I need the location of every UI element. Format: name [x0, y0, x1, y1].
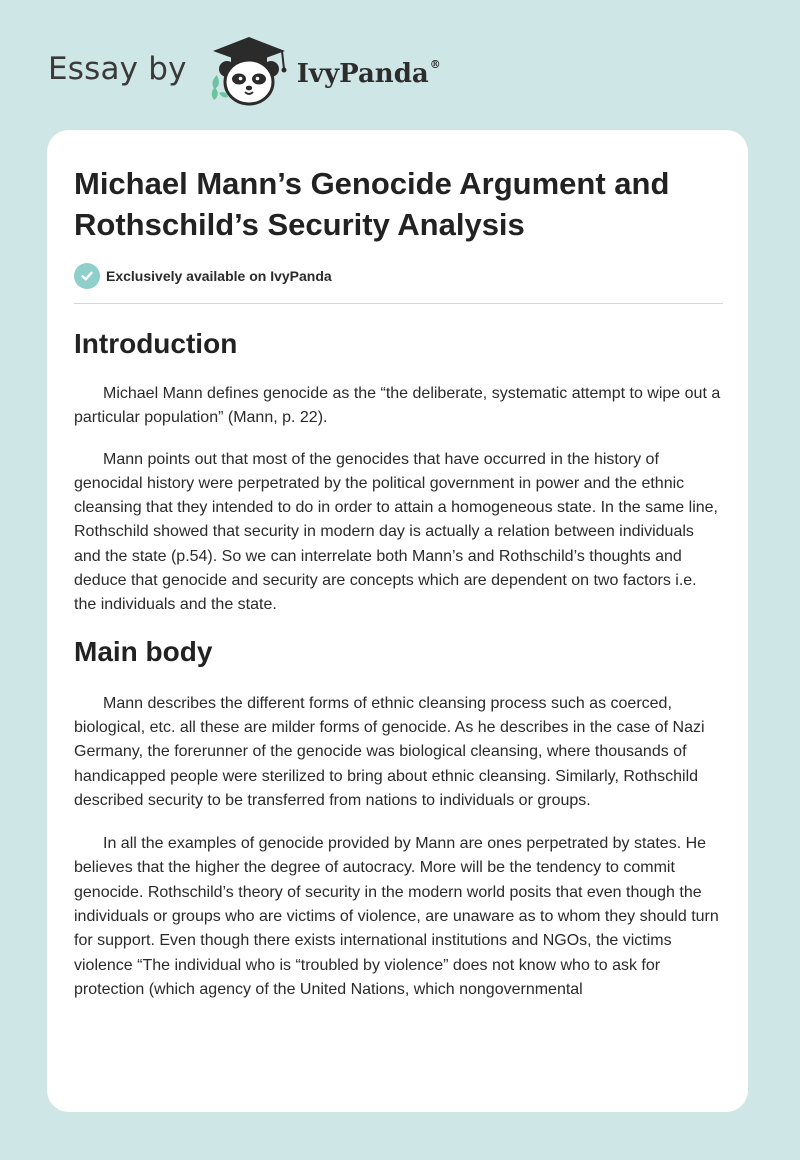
main-paragraph-1: Mann describes the different forms of ethnic cleansing process such as coerced, biological, etc. all these are milder forms of genocide. As he describes in the case of Nazi Germany, the forerunner of the genocide was biological cleansing, where thousands of handicapped people were sterilized to bring about ethnic cleansing. Similarly, Rothschild described security to be transferred from nations to individuals or groups. [74, 694, 705, 809]
article-body [74, 322, 723, 1002]
brand-prefix: Essay by [48, 51, 187, 87]
checkmark-icon [80, 269, 94, 283]
section-heading-main-body: Main body [74, 635, 213, 667]
exclusive-badge [74, 263, 332, 289]
brand-name-text: IvyPanda [296, 58, 429, 89]
intro-paragraph-1: Michael Mann defines genocide as the “the deliberate, systematic attempt to wipe out a particular population” (Mann, p. 22). [74, 385, 721, 427]
check-circle-icon [74, 263, 100, 289]
registered-mark: ® [429, 57, 441, 71]
article-title: Michael Mann’s Genocide Argument and Rothschild’s Security Analysis [74, 166, 670, 242]
brand-name [297, 58, 441, 89]
article-card [47, 130, 748, 1112]
section-heading-introduction: Introduction [74, 328, 238, 359]
site-header [48, 36, 441, 106]
intro-paragraph-2: Mann points out that most of the genocides that have occurred in the history of genocidal history were perpetrated by the political government in power and the ethnic cleansing that they intended to do in order to attain a homogeneous state. In the same line, Rothschild showed that security in modern day is actually a relation between individuals and the state (p.54). So we can interrelate both Mann’s and Rothschild’s thoughts and deduce that genocide and security are concepts which are dependent on two factors i.e. the individuals and the state. [74, 450, 718, 614]
title-divider [74, 303, 723, 304]
panda-graduation-cap-icon [203, 35, 295, 107]
main-paragraph-2: In all the examples of genocide provided by Mann are ones perpetrated by states. He believes that the higher the degree of autocracy. More will be the tendency to commit genocide. Rothschild’s theory of security in the modern world posits that even though the individuals or groups who are victims of violence, are unaware as to whom they should turn for support. Even though there exists international institutions and NGOs, the victims violence “The individual who is “troubled by violence” does not know who to ask for protection (which agency of the United Nations, which nongovernmental [74, 835, 719, 998]
exclusive-text: Exclusively available on IvyPanda [106, 268, 332, 284]
